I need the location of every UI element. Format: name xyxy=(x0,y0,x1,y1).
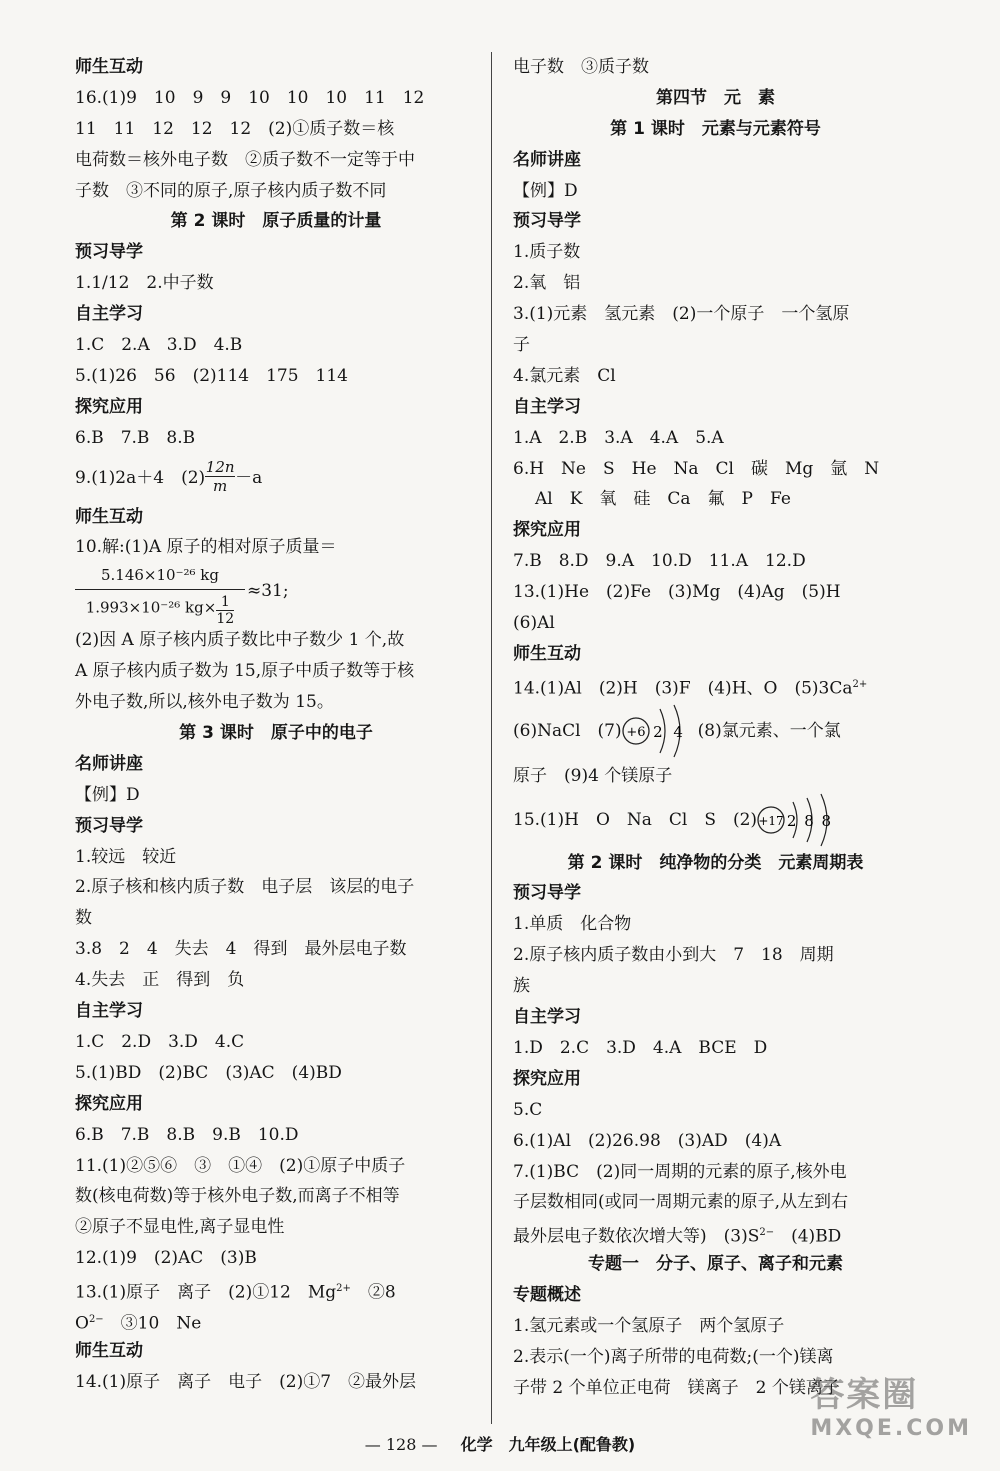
heading-teacher-student-interaction: 师生互动 xyxy=(513,643,581,664)
answer-line: (2)因 A 原子核内质子数比中子数少 1 个,故 xyxy=(75,630,405,651)
section-title: 第四节 元 素 xyxy=(656,87,775,108)
answer-line: 10.解:(1)A 原子的相对原子质量＝ xyxy=(75,537,337,558)
formula-result: ≈31; xyxy=(247,581,289,602)
one-twelfth-fraction xyxy=(216,594,234,627)
heading-self-study: 自主学习 xyxy=(75,304,143,325)
heading-preview: 预习导学 xyxy=(75,815,143,836)
heading-teacher-student-interaction: 师生互动 xyxy=(75,506,143,527)
small-numerator: 1 xyxy=(220,594,230,611)
answer-line-fraction xyxy=(75,454,477,502)
heading-explore: 探究应用 xyxy=(513,1068,581,1089)
answer-line: 5.(1)26 56 (2)114 175 114 xyxy=(75,365,348,386)
heading-lecture: 名师讲座 xyxy=(513,149,581,170)
mass-fraction xyxy=(75,563,245,628)
heading-lecture: 名师讲座 xyxy=(75,753,143,774)
answer-line: 1.单质 化合物 xyxy=(513,914,632,935)
answer-line: 4.氯元素 Cl xyxy=(513,365,616,386)
answer-line: 1.C 2.A 3.D 4.B xyxy=(75,335,243,356)
answer-line: 子 xyxy=(513,335,530,356)
answer-line: 子带 2 个单位正电荷 镁离子 2 个镁离子 xyxy=(513,1377,840,1398)
answer-line: 2.表示(一个)离子所带的电荷数;(一个)镁离 xyxy=(513,1346,834,1367)
denominator-text: 1.993×10⁻²⁶ kg× xyxy=(85,598,217,617)
answer-line: 2.原子核和核内质子数 电子层 该层的电子 xyxy=(75,877,415,898)
fraction-numerator: 12n xyxy=(205,457,235,476)
answer-line: 6.B 7.B 8.B 9.B 10.D xyxy=(75,1124,299,1145)
answer-line: 11 11 12 12 12 (2)①质子数＝核 xyxy=(75,118,395,139)
small-denominator: 12 xyxy=(216,611,235,628)
line-text: ②8 xyxy=(350,1282,396,1303)
atom-diagram-svg xyxy=(757,792,847,848)
lesson-title: 第 2 课时 纯净物的分类 元素周期表 xyxy=(567,852,864,873)
heading-preview: 预习导学 xyxy=(513,211,581,232)
answer-line: 1.D 2.C 3.D 4.A BCE D xyxy=(513,1037,768,1058)
heading-self-study: 自主学习 xyxy=(513,396,581,417)
line-text: (4)BD xyxy=(774,1226,842,1247)
heading-explore: 探究应用 xyxy=(75,396,143,417)
answer-line: 13.(1)He (2)Fe (3)Mg (4)Ag (5)H xyxy=(513,582,841,603)
answer-line: 3.(1)元素 氢元素 (2)一个原子 一个氢原 xyxy=(513,304,850,325)
q9-suffix: －a xyxy=(235,467,263,488)
answer-line: 1.质子数 xyxy=(513,242,581,263)
answer-line: 3.8 2 4 失去 4 得到 最外层电子数 xyxy=(75,939,407,960)
answer-line: A 原子核内质子数为 15,原子中质子数等于核 xyxy=(75,661,415,682)
heading-self-study: 自主学习 xyxy=(75,1001,143,1022)
q9-prefix: 9.(1)2a＋4 (2) xyxy=(75,467,206,488)
heading-explore: 探究应用 xyxy=(513,520,581,541)
answer-line: 原子 (9)4 个镁原子 xyxy=(513,765,673,786)
answer-line: 6.B 7.B 8.B xyxy=(75,427,196,448)
answer-line: 子数 ③不同的原子,原子核内质子数不同 xyxy=(75,180,387,201)
answer-line: 5.(1)BD (2)BC (3)AC (4)BD xyxy=(75,1062,342,1083)
lesson-title: 第 1 课时 元素与元素符号 xyxy=(610,118,821,139)
heading-preview: 预习导学 xyxy=(75,242,143,263)
column-divider xyxy=(491,52,492,1424)
heading-preview: 预习导学 xyxy=(513,883,581,904)
formula-denominator xyxy=(75,592,245,628)
answer-line: 1.较远 较近 xyxy=(75,846,177,867)
line-text: 13.(1)原子 离子 (2)①12 Mg xyxy=(75,1282,337,1303)
answer-line-with-atom-diagram xyxy=(513,792,918,848)
topic-title: 专题一 分子、原子、离子和元素 xyxy=(588,1254,843,1275)
answer-line xyxy=(513,670,918,701)
heading-teacher-student-interaction: 师生互动 xyxy=(75,1340,143,1361)
heading-overview: 专题概述 xyxy=(513,1285,581,1306)
formula-numerator: 5.146×10⁻²⁶ kg xyxy=(100,566,219,585)
example-answer: 【例】D xyxy=(513,180,578,201)
example-answer: 【例】D xyxy=(75,784,140,805)
answer-line: 子层数相同(或同一周期元素的原子,从左到右 xyxy=(513,1192,849,1213)
fraction-12n-over-m xyxy=(205,458,235,495)
heading-explore: 探究应用 xyxy=(75,1093,143,1114)
answer-line: 16.(1)9 10 9 9 10 10 10 11 12 xyxy=(75,87,425,108)
watermark-logo: 答案圈 xyxy=(810,1375,919,1415)
answer-line: 1.C 2.D 3.D 4.C xyxy=(75,1031,245,1052)
answer-line: 外电子数,所以,核外电子数为 15。 xyxy=(75,692,334,713)
line-text: ③10 Ne xyxy=(103,1313,202,1334)
heading-self-study: 自主学习 xyxy=(513,1007,581,1028)
atom-diagram-svg xyxy=(622,701,698,761)
chlorine-ion-structure-diagram xyxy=(757,792,847,848)
answer-line-with-atom-diagram xyxy=(513,701,918,761)
answer-line: 1.氢元素或一个氢原子 两个氢原子 xyxy=(513,1315,785,1336)
right-column xyxy=(513,52,918,1404)
answer-line: 7.(1)BC (2)同一周期的元素的原子,核外电 xyxy=(513,1161,847,1182)
heading-teacher-student-interaction: 师生互动 xyxy=(75,57,143,77)
line-text: 最外层电子数依次增大等) (3)S xyxy=(513,1226,760,1247)
line-text: (6)NaCl (7) xyxy=(513,720,622,741)
answer-line: 1.1/12 2.中子数 xyxy=(75,273,214,294)
answer-line xyxy=(513,1218,918,1249)
answer-line: 电荷数＝核外电子数 ②质子数不一定等于中 xyxy=(75,149,415,170)
page-number: — 128 — xyxy=(364,1435,438,1454)
answer-line xyxy=(75,1305,477,1336)
answer-line: 12.(1)9 (2)AC (3)B xyxy=(75,1248,257,1269)
answer-line: 7.B 8.D 9.A 10.D 11.A 12.D xyxy=(513,551,806,572)
answer-line: 6.H Ne S He Na Cl 碳 Mg 氩 N xyxy=(513,458,880,479)
carbon-atom-structure-diagram xyxy=(622,701,698,761)
fraction-denominator: m xyxy=(213,476,228,495)
answer-line: 族 xyxy=(513,976,530,997)
ion-charge: 2+ xyxy=(852,678,868,690)
answer-line: 6.(1)Al (2)26.98 (3)AD (4)A xyxy=(513,1130,782,1151)
answer-line: (6)Al xyxy=(513,613,555,634)
answer-line: 1.A 2.B 3.A 4.A 5.A xyxy=(513,427,724,448)
electron-shells: 2 4 xyxy=(652,723,683,742)
answer-line: 5.C xyxy=(513,1099,543,1120)
left-column xyxy=(75,52,477,1398)
lesson-title: 第 3 课时 原子中的电子 xyxy=(179,723,373,744)
book-subject: 化学 九年级上(配鲁教) xyxy=(460,1435,636,1454)
answer-line xyxy=(75,1274,477,1305)
ion-charge: 2− xyxy=(88,1313,104,1325)
relative-atomic-mass-formula xyxy=(75,563,477,628)
nucleus-charge: +6 xyxy=(626,725,646,741)
site-watermark xyxy=(810,1367,972,1441)
answer-line: 数(核电荷数)等于核外电子数,而离子不相等 xyxy=(75,1186,400,1207)
line-text: (8)氯元素、一个氯 xyxy=(697,720,841,741)
ion-charge: 2+ xyxy=(336,1283,351,1295)
answer-line: 电子数 ③质子数 xyxy=(513,57,649,77)
nucleus-charge: +17 xyxy=(758,814,784,829)
line-text: 15.(1)H O Na Cl S (2) xyxy=(513,809,758,830)
answer-line: ②原子不显电性,离子显电性 xyxy=(75,1217,285,1238)
line-text: O xyxy=(75,1313,89,1334)
electron-shells: 2 8 8 xyxy=(786,812,832,831)
answer-line: 4.失去 正 得到 负 xyxy=(75,970,245,991)
answer-line: 2.氧 铝 xyxy=(513,273,581,294)
ion-charge: 2− xyxy=(759,1227,775,1239)
answer-line: 11.(1)②⑤⑥ ③ ①④ (2)①原子中质子 xyxy=(75,1155,406,1176)
lesson-title: 第 2 课时 原子质量的计量 xyxy=(170,211,382,232)
answer-line: 2.原子核内质子数由小到大 7 18 周期 xyxy=(513,945,834,966)
watermark-url: MXQE.COM xyxy=(810,1416,972,1441)
answer-line: Al K 氧 硅 Ca 氟 P Fe xyxy=(535,489,791,510)
answer-line: 数 xyxy=(75,908,92,929)
line-text: 14.(1)Al (2)H (3)F (4)H、O (5)3Ca xyxy=(513,678,853,699)
answer-line: 14.(1)原子 离子 电子 (2)①7 ②最外层 xyxy=(75,1371,417,1392)
